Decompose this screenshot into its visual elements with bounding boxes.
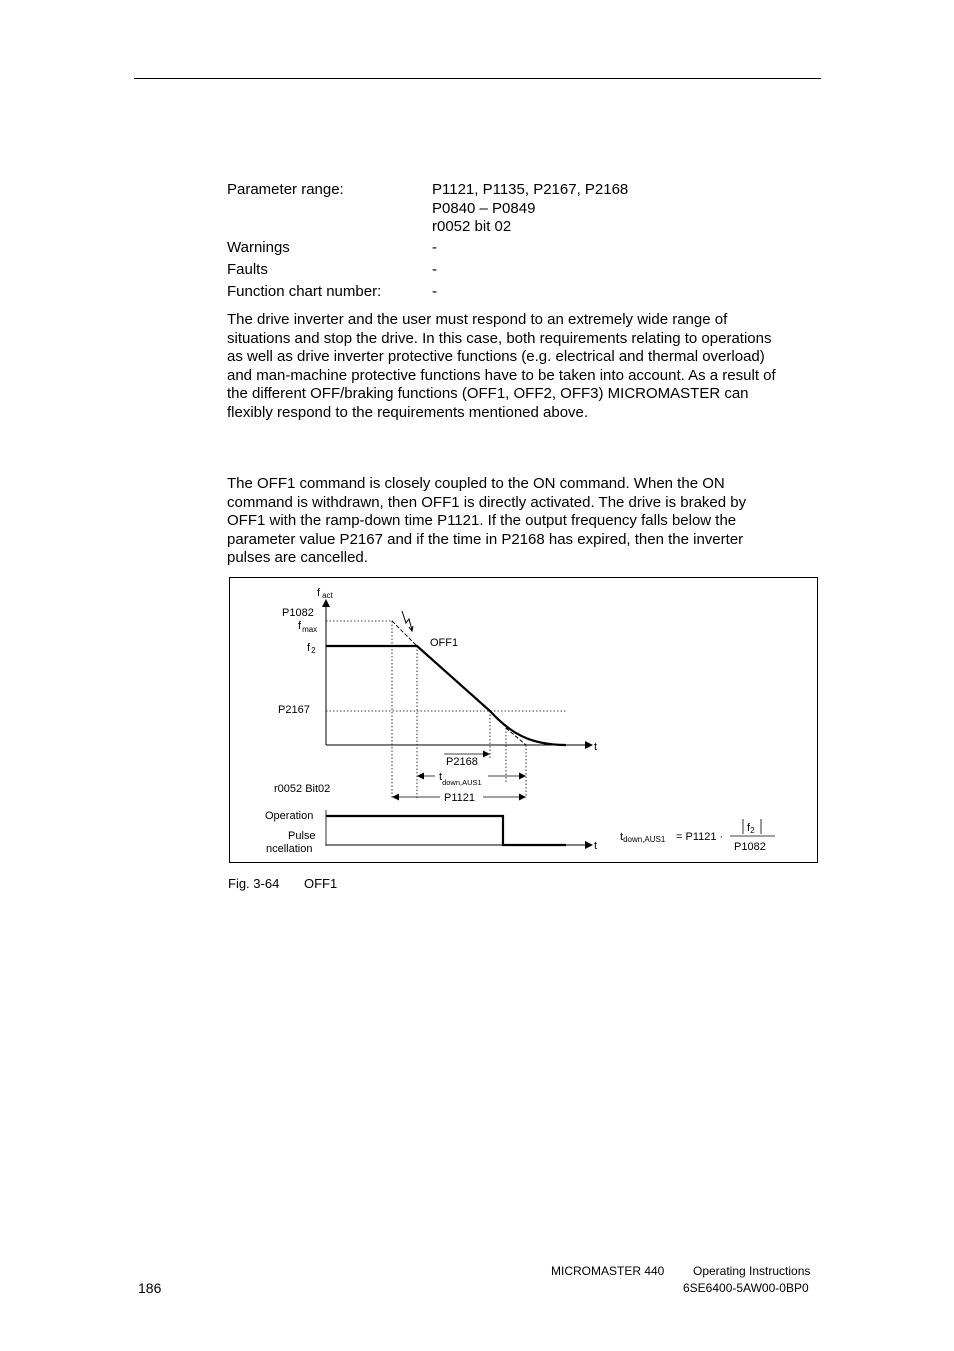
off1-line: parameter value P2167 and if the time in P2168 has expired, then the inverter — [227, 530, 744, 548]
off1-paragraph — [227, 475, 827, 568]
t-axis-label: t — [594, 741, 598, 753]
formula-lhs: tdown,AUS1 — [620, 831, 666, 844]
intro-line: as well as drive inverter protective functions (e.g. electrical and thermal overload) — [227, 348, 765, 365]
off1-line: OFF1 with the ramp-down time P1121. If the output frequency falls below the — [227, 512, 737, 529]
off1-figure — [229, 577, 818, 863]
header-rule — [134, 78, 821, 79]
off1-line: The OFF1 command is closely coupled to the ON command. When the ON — [227, 475, 725, 492]
off1-diagram — [230, 578, 819, 864]
footer-doc-type: Operating Instructions — [693, 1264, 811, 1278]
operation-label: Operation — [265, 810, 314, 822]
footer-order-number: 6SE6400-5AW00-0BP0 — [683, 1281, 809, 1295]
intro-paragraph — [227, 311, 827, 422]
param-range-value-1: P1121, P1135, P2167, P2168 — [432, 181, 629, 198]
cancellation-label: ncellation — [266, 843, 313, 855]
off1-line: pulses are cancelled. — [227, 549, 368, 566]
intro-line: The drive inverter and the user must respond to an extremely wide range of — [227, 311, 728, 328]
f-max-label: $f_{max}$ — [298, 620, 318, 634]
t-axis-lower-label: t — [594, 840, 598, 852]
p2167-label: P2167 — [278, 704, 310, 716]
p2168-label: P2168 — [446, 756, 478, 768]
param-range-value-2: P0840 – P0849 — [432, 199, 536, 217]
warnings-value: - — [432, 239, 437, 256]
formula-equals: = P1121 · — [676, 831, 724, 843]
r0052-label: r0052 Bit02 — [274, 783, 331, 795]
formula-denominator: P1082 — [734, 841, 766, 853]
function-chart-label: Function chart number: — [227, 283, 382, 300]
tdown-label: $t_{down,AUS1}$ — [439, 771, 482, 787]
warnings-label: Warnings — [227, 239, 290, 256]
page-number: 186 — [138, 1280, 162, 1296]
formula-numerator: f2 — [747, 822, 755, 835]
function-chart-value: - — [432, 283, 437, 300]
fmax-ramp — [392, 621, 417, 646]
intro-line: flexibly respond to the requirements mentioned above. — [227, 403, 589, 421]
pulse-signal — [326, 816, 566, 845]
intro-line: the different OFF/braking functions (OFF1, OFF2, OFF3) MICROMASTER can — [227, 385, 749, 402]
faults-value: - — [432, 261, 437, 278]
param-range-value-3: r0052 bit 02 — [432, 218, 512, 235]
f-act-label: f act — [317, 587, 333, 600]
intro-line: situations and stop the drive. In this case, both requirements relating to operations — [227, 329, 772, 347]
figure-number: Fig. 3-64 — [228, 876, 280, 891]
footer-product: MICROMASTER 440 — [551, 1264, 665, 1278]
f2-label: f2 — [307, 642, 316, 655]
figure-title: OFF1 — [304, 876, 338, 891]
frequency-curve — [326, 646, 566, 745]
lightning-icon — [402, 611, 412, 630]
off1-label: OFF1 — [430, 637, 459, 649]
p1121-label: P1121 — [444, 792, 475, 804]
faults-label: Faults — [227, 261, 268, 278]
off1-line: command is withdrawn, then OFF1 is directly activated. The drive is braked by — [227, 493, 747, 511]
param-range-label: Parameter range: — [227, 181, 344, 198]
pulse-label: Pulse — [288, 830, 316, 842]
p1082-label: P1082 — [282, 607, 314, 619]
intro-line: and man-machine protective functions have to be taken into account. As a result of — [227, 366, 776, 384]
